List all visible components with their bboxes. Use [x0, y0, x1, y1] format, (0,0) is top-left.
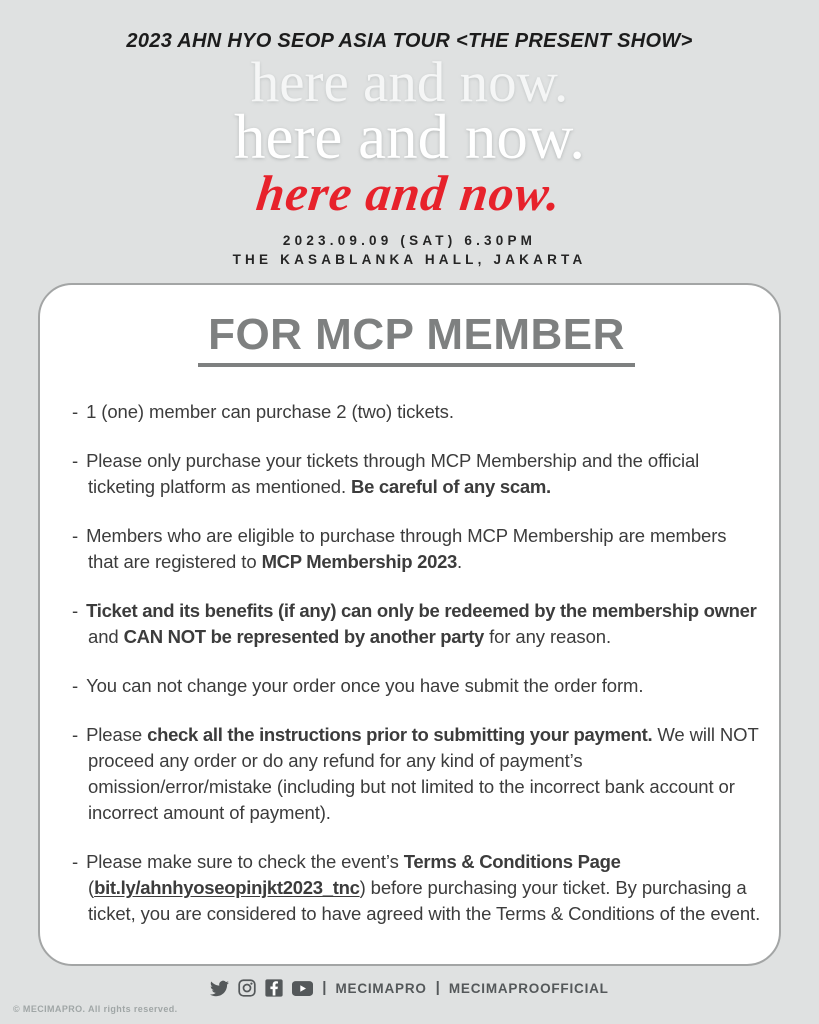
rule-text: and [88, 626, 124, 647]
youtube-icon[interactable] [292, 981, 313, 996]
bullet-dash: - [72, 851, 79, 872]
rule-text: We will NOT proceed any order or do any refund for any kind of payment’s omission/error/mistake (including but not limited to the incorrect bank account or incorrect amount of payment). [88, 724, 759, 823]
rule-item [72, 399, 761, 425]
rule-text: check all the instructions prior to submitting your payment. [147, 724, 653, 745]
here-and-now-logo [0, 51, 819, 221]
rule-text: Please only purchase your tickets through MCP Membership and the official ticketing platform as mentioned. [86, 450, 700, 497]
rule-item [72, 448, 761, 500]
show-datetime: 2023.09.09 (SAT) 6.30PM [282, 233, 537, 248]
copyright-notice: © MECIMAPRO. All rights reserved. [13, 1004, 178, 1014]
rule-text: . [457, 551, 463, 572]
rule-item [72, 523, 761, 575]
rule-item [72, 849, 761, 927]
footer-handle: MECIMAPROOFFICIAL [448, 980, 609, 996]
twitter-icon[interactable] [210, 980, 229, 997]
rule-text: You can not change your order once you have submit the order form. [86, 675, 644, 696]
show-venue: THE KASABLANKA HALL, JAKARTA [232, 252, 587, 267]
rule-text: Be careful of any scam. [351, 476, 551, 497]
rule-text: Members who are eligible to purchase through MCP Membership are members that are registered to [86, 525, 727, 572]
rules-list [72, 399, 761, 927]
rule-text: ( [88, 877, 95, 898]
card-title: FOR MCP MEMBER [198, 311, 635, 367]
tnc-link[interactable]: bit.ly/ahnhyoseopinjkt2023_tnc [94, 877, 360, 898]
rule-text: MCP Membership 2023 [261, 551, 458, 572]
mcp-member-card [38, 283, 781, 966]
bullet-dash: - [72, 675, 79, 696]
bullet-dash: - [72, 724, 79, 745]
footer-separator-2: | [435, 979, 440, 996]
social-icons [210, 979, 313, 997]
rule-text: CAN NOT be represented by another party [123, 626, 485, 647]
bullet-dash: - [72, 401, 79, 422]
logo-line-1: here and now. [250, 51, 569, 114]
rule-text: Terms & Conditions Page [403, 851, 621, 872]
rule-item [72, 598, 761, 650]
rule-text: for any reason. [484, 626, 611, 647]
rule-text: Ticket and its benefits (if any) can only be redeemed by the membership owner [86, 600, 757, 621]
bullet-dash: - [72, 525, 79, 546]
footer-brand: MECIMAPRO [335, 980, 427, 996]
rule-text: Please [86, 724, 148, 745]
logo-line-3-red: here and now. [253, 165, 566, 221]
rule-item [72, 673, 761, 699]
tour-title: 2023 AHN HYO SEOP ASIA TOUR <THE PRESENT SHOW> [126, 30, 693, 52]
card-title-wrap [72, 311, 761, 367]
logo-line-2: here and now. [233, 102, 586, 172]
instagram-icon[interactable] [238, 979, 256, 997]
show-info [0, 231, 819, 269]
facebook-icon[interactable] [265, 979, 283, 997]
rule-text: ) before purchasing your ticket. By purchasing a ticket, you are considered to have agreed with the Terms & Conditions of the event. [88, 877, 761, 924]
footer [0, 979, 819, 997]
bullet-dash: - [72, 600, 79, 621]
rule-text: 1 (one) member can purchase 2 (two) tickets. [86, 401, 454, 422]
rule-text: Please make sure to check the event’s [86, 851, 404, 872]
footer-separator-1: | [322, 979, 327, 996]
bullet-dash: - [72, 450, 79, 471]
rule-item [72, 722, 761, 826]
